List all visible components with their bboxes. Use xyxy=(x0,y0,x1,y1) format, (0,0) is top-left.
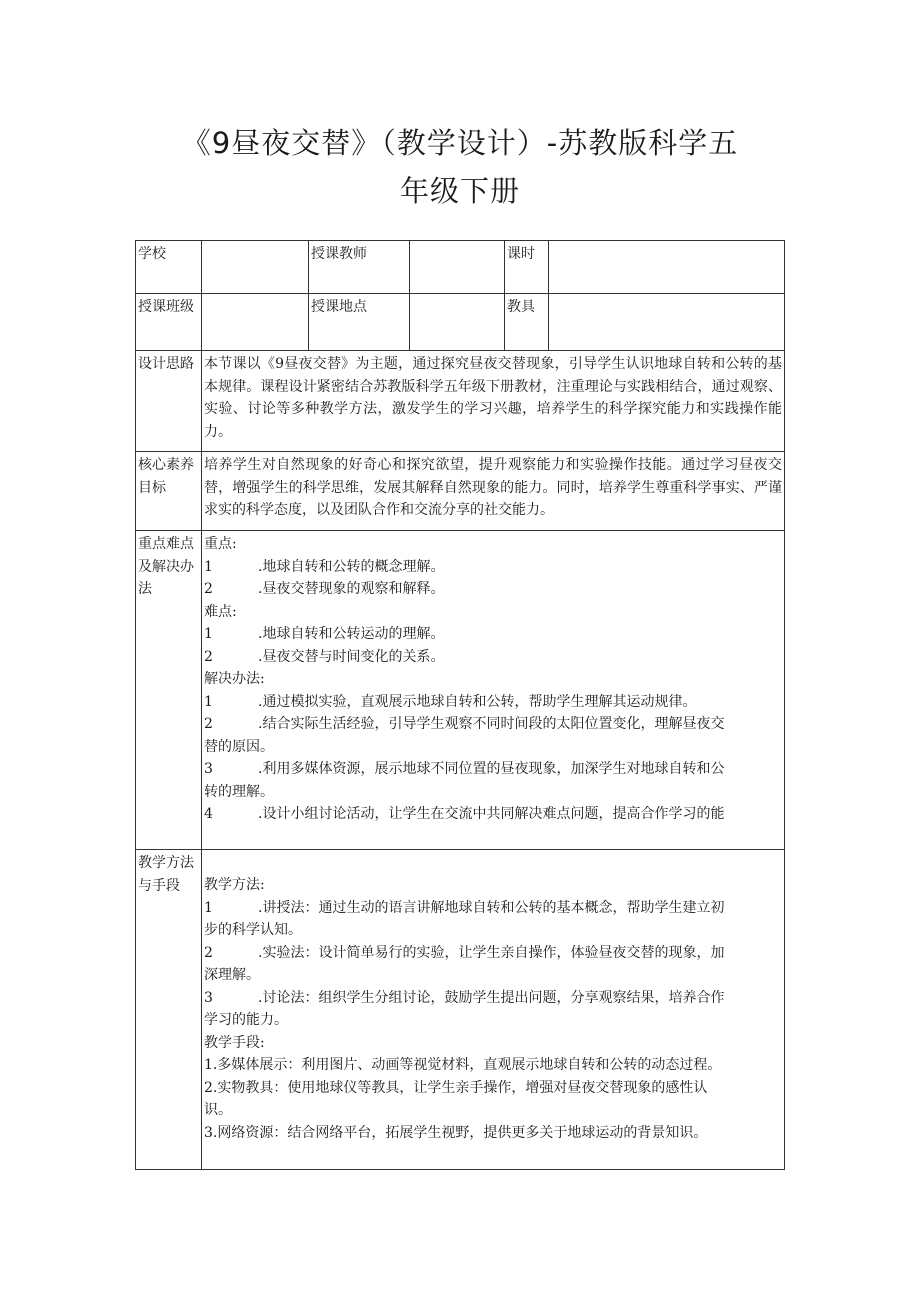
methods-row xyxy=(136,850,785,1170)
method-item-continued: 深理解。 xyxy=(204,967,260,983)
document-title-line-2: 年级下册 xyxy=(399,174,520,208)
design-label: 设计思路 xyxy=(136,351,202,452)
design-text: 本节课以《9昼夜交替》为主题，通过探究昼夜交替现象，引导学生认识地球自转和公转的基本规律。课程设计紧密结合苏教版科学五年级下册教材，注重理论与实践相结合，通过观察、实验、讨论等多种教学方法，激发学生的学习兴趣，培养学生的科学探究能力和实践操作能力。 xyxy=(202,351,785,452)
method-item-continued: 学习的能力。 xyxy=(204,1012,288,1028)
focus-item: 2 .昼夜交替现象的观察和解释。 xyxy=(204,581,445,597)
method-item: 2 .实验法：设计简单易行的实验，让学生亲自操作，体验昼夜交替的现象，加 xyxy=(204,944,725,961)
solution-item-continued: 替的原因。 xyxy=(204,738,274,755)
document-title-line-1: 《9昼夜交替》（教学设计）-苏教版科学五 xyxy=(181,126,739,160)
goals-label: 核心素养目标 xyxy=(136,452,202,531)
difficulty-item: 1 .地球自转和公转运动的理解。 xyxy=(204,626,445,642)
solution-heading: 解决办法: xyxy=(204,671,265,687)
solution-item: 1 .通过模拟实验，直观展示地球自转和公转，帮助学生理解其运动规律。 xyxy=(204,693,697,710)
info-row-2 xyxy=(136,294,785,351)
focus-item: 1 .地球自转和公转的概念理解。 xyxy=(204,558,445,575)
method-item-continued: 步的科学认知。 xyxy=(204,922,302,938)
difficulty-heading: 难点: xyxy=(204,603,237,620)
class-value xyxy=(202,294,309,351)
solution-item: 2 .结合实际生活经验，引导学生观察不同时间段的太阳位置变化，理解昼夜交 xyxy=(204,716,725,732)
methods-label: 教学方法与手段 xyxy=(136,850,202,1170)
method-item: 3 .讨论法：组织学生分组讨论，鼓励学生提出问题，分享观察结果，培养合作 xyxy=(204,989,725,1006)
school-label: 学校 xyxy=(136,241,202,294)
key-points-row xyxy=(136,531,785,850)
means-item: 2.实物教具：使用地球仪等教具，让学生亲手操作，增强对昼夜交替现象的感性认 xyxy=(204,1079,708,1096)
solution-item: 3 .利用多媒体资源，展示地球不同位置的昼夜现象，加深学生对地球自转和公 xyxy=(204,761,725,777)
goals-row xyxy=(136,452,785,531)
hours-value xyxy=(549,241,785,294)
school-value xyxy=(202,241,309,294)
solution-item-continued: 转的理解。 xyxy=(204,783,274,800)
means-item: 3.网络资源：结合网络平台，拓展学生视野，提供更多关于地球运动的背景知识。 xyxy=(204,1124,708,1141)
goals-text: 培养学生对自然现象的好奇心和探究欲望，提升观察能力和实验操作技能。通过学习昼夜交替，增强学生的科学思维，发展其解释自然现象的能力。同时，培养学生尊重科学事实、严谨求实的科学态度，以及团队合作和交流分享的社交能力。 xyxy=(202,452,785,531)
solution-item: 4 .设计小组讨论活动，让学生在交流中共同解决难点问题，提高合作学习的能 xyxy=(204,806,725,822)
teacher-value xyxy=(410,241,505,294)
class-label: 授课班级 xyxy=(136,294,202,351)
means-heading: 教学手段: xyxy=(204,1034,265,1051)
design-row xyxy=(136,351,785,452)
key-points-content xyxy=(202,531,785,850)
key-points-label: 重点难点及解决办法 xyxy=(136,531,202,850)
means-item-continued: 识。 xyxy=(204,1102,232,1118)
location-value xyxy=(410,294,505,351)
hours-label: 课时 xyxy=(505,241,549,294)
lesson-plan-table xyxy=(135,240,785,1170)
methods-heading: 教学方法: xyxy=(204,877,265,893)
focus-heading: 重点: xyxy=(204,536,237,552)
teacher-label: 授课教师 xyxy=(309,241,410,294)
method-item: 1 .讲授法：通过生动的语言讲解地球自转和公转的基本概念，帮助学生建立初 xyxy=(204,899,725,916)
methods-content xyxy=(202,850,785,1170)
means-item: 1.多媒体展示：利用图片、动画等视觉材料，直观展示地球自转和公转的动态过程。 xyxy=(204,1057,722,1073)
tools-value xyxy=(549,294,785,351)
tools-label: 教具 xyxy=(505,294,549,351)
info-row-1 xyxy=(136,241,785,294)
difficulty-item: 2 .昼夜交替与时间变化的关系。 xyxy=(204,648,445,665)
location-label: 授课地点 xyxy=(309,294,410,351)
